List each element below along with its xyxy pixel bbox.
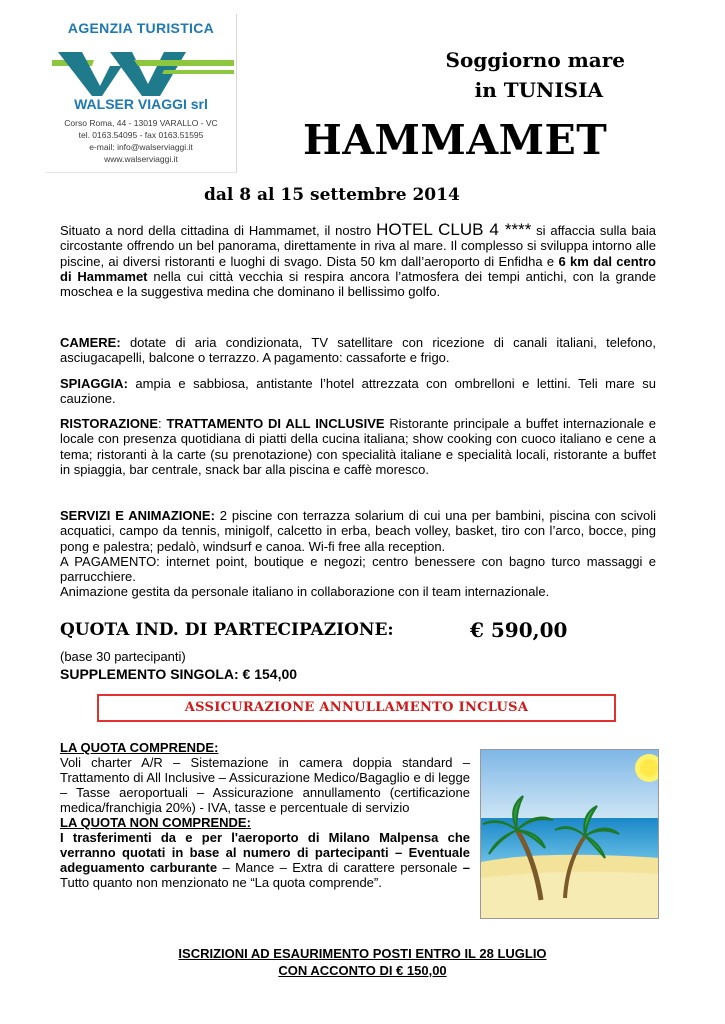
quota-price: € 590,00 [470,618,568,642]
includes-text: Voli charter A/R – Sistemazione in camera doppia standard – Trattamento di All Inclusive – Assicurazione Medico/Bagaglio e di legge – Tasse aeroportuali – Assicurazione annullamento (certificazione medica/franchigia 20%) - IVA, tasse e percentuale di servizio [60,755,470,815]
quota-label: QUOTA IND. DI PARTECIPAZIONE: [60,620,394,640]
spiaggia-text: ampia e sabbiosa, antistante l’hotel attrezzata con ombrelloni e lettini. Teli mare su cauzione. [60,376,656,407]
palm-beach-icon [481,750,659,919]
spiaggia-label: SPIAGGIA: [60,376,128,391]
footer-deposit: CON ACCONTO DI € 150,00 [278,963,447,978]
single-supplement: SUPPLEMENTO SINGOLA: € 154,00 [60,666,298,682]
excludes-text-2: Tutto quanto non menzionato ne “La quota comprende”. [60,875,382,890]
servizi-paid: A PAGAMENTO: internet point, boutique e negozi; centro benessere con bagno turco massaggi e parrucchiere. [60,553,656,585]
logo-website: www.walserviaggi.it [104,154,178,164]
excludes-bold-2: – [462,860,470,875]
wv-logo-mark-icon [52,38,234,96]
intro-text-3: nella cui città vecchia si respira ancora l’atmosfera dei tempi antichi, con la grande moschea e la suggestiva medina che dominano il bellissimo golfo. [60,268,657,300]
includes-section [60,740,470,890]
excludes-bold-1: I trasferimenti da e per l'aeroporto di Milano Malpensa che verranno quotati in base al numero di partecipanti – Eventuale adeguamento carburante [60,830,470,875]
camere-paragraph [60,335,656,366]
camere-label: CAMERE: [60,335,121,350]
title-line-2: in TUNISIA [474,78,603,102]
quota-base: (base 30 partecipanti) [60,649,186,664]
logo-address: Corso Roma, 44 - 13019 VARALLO - VC [64,118,218,128]
servizi-animation: Animazione gestita da personale italiano in collaborazione con il team internazionale. [60,584,550,600]
logo-phone: tel. 0163.54095 - fax 0163.51595 [78,130,204,140]
servizi-label: SERVIZI E ANIMAZIONE: [60,508,215,523]
ristorazione-label: RISTORAZIONE [60,416,158,431]
intro-text-2: si affaccia sulla baia circostante offrendo un bel panorama, direttamente in riva al mare. Il complesso si sviluppa intorno alle piscine, ai diversi ristoranti e luoghi di svago. Dista 50 km dall’aeroporto di Enfidha e [60,223,657,269]
logo-agency-label: AGENZIA TURISTICA [67,20,215,36]
ristorazione-sep: : [158,416,167,431]
destination-city: HAMMAMET [303,116,608,164]
logo-email: e-mail: info@walserviaggi.it [89,142,193,152]
beach-illustration [480,749,659,919]
logo-agency-name: WALSER VIAGGI srl [74,96,208,112]
servizi-text: 2 piscine con terrazza solarium di cui una per bambini, piscina con scivoli acquatici, campo da tennis, minigolf, calcetto in erba, beach volley, basket, tiro con l’arco, bocce, ping pong e palestra; pedalò, windsurf e canoa. Wi-fi free alla reception. [60,508,656,554]
footer-registration: ISCRIZIONI AD ESAURIMENTO POSTI ENTRO IL 28 LUGLIO [178,946,547,961]
hotel-name: HOTEL CLUB 4 **** [376,220,532,239]
camere-text: dotate di aria condizionata, TV satellitare con ricezione di canali italiani, telefono, asciugacapelli, balcone o terrazzo. A pagamento: cassaforte e frigo. [60,335,656,366]
title-line-1: Soggiorno mare [445,48,625,72]
spiaggia-paragraph [60,376,656,407]
ristorazione-plan: TRATTAMENTO DI ALL INCLUSIVE [166,416,385,431]
intro-paragraph [60,222,656,299]
includes-heading: LA QUOTA COMPRENDE: [60,740,219,755]
ristorazione-paragraph [60,416,656,477]
ristorazione-text: Ristorante principale a buffet internazionale e locale con presenza quotidiana di piatti della cucina italiana; show cooking con cuoco italiano e cene a tema; ristoranti à la carte (su prenotazione) con specialità italiane e specialità locali, ristorante a buffet in spiaggia, bar centrale, snack bar alla piscina e caffè moresco. [60,416,656,477]
insurance-banner: ASSICURAZIONE ANNULLAMENTO INCLUSA [97,694,616,722]
travel-dates: dal 8 al 15 settembre 2014 [204,185,460,205]
excludes-text-1: – Mance – Extra di carattere personale [217,860,463,875]
excludes-heading: LA QUOTA NON COMPRENDE: [60,815,251,830]
agency-logo [46,14,237,173]
servizi-paragraph [60,508,656,600]
distance-center: 6 km dal centro di Hammamet [60,253,656,284]
intro-text-1: Situato a nord della cittadina di Hammamet, il nostro [60,223,377,238]
